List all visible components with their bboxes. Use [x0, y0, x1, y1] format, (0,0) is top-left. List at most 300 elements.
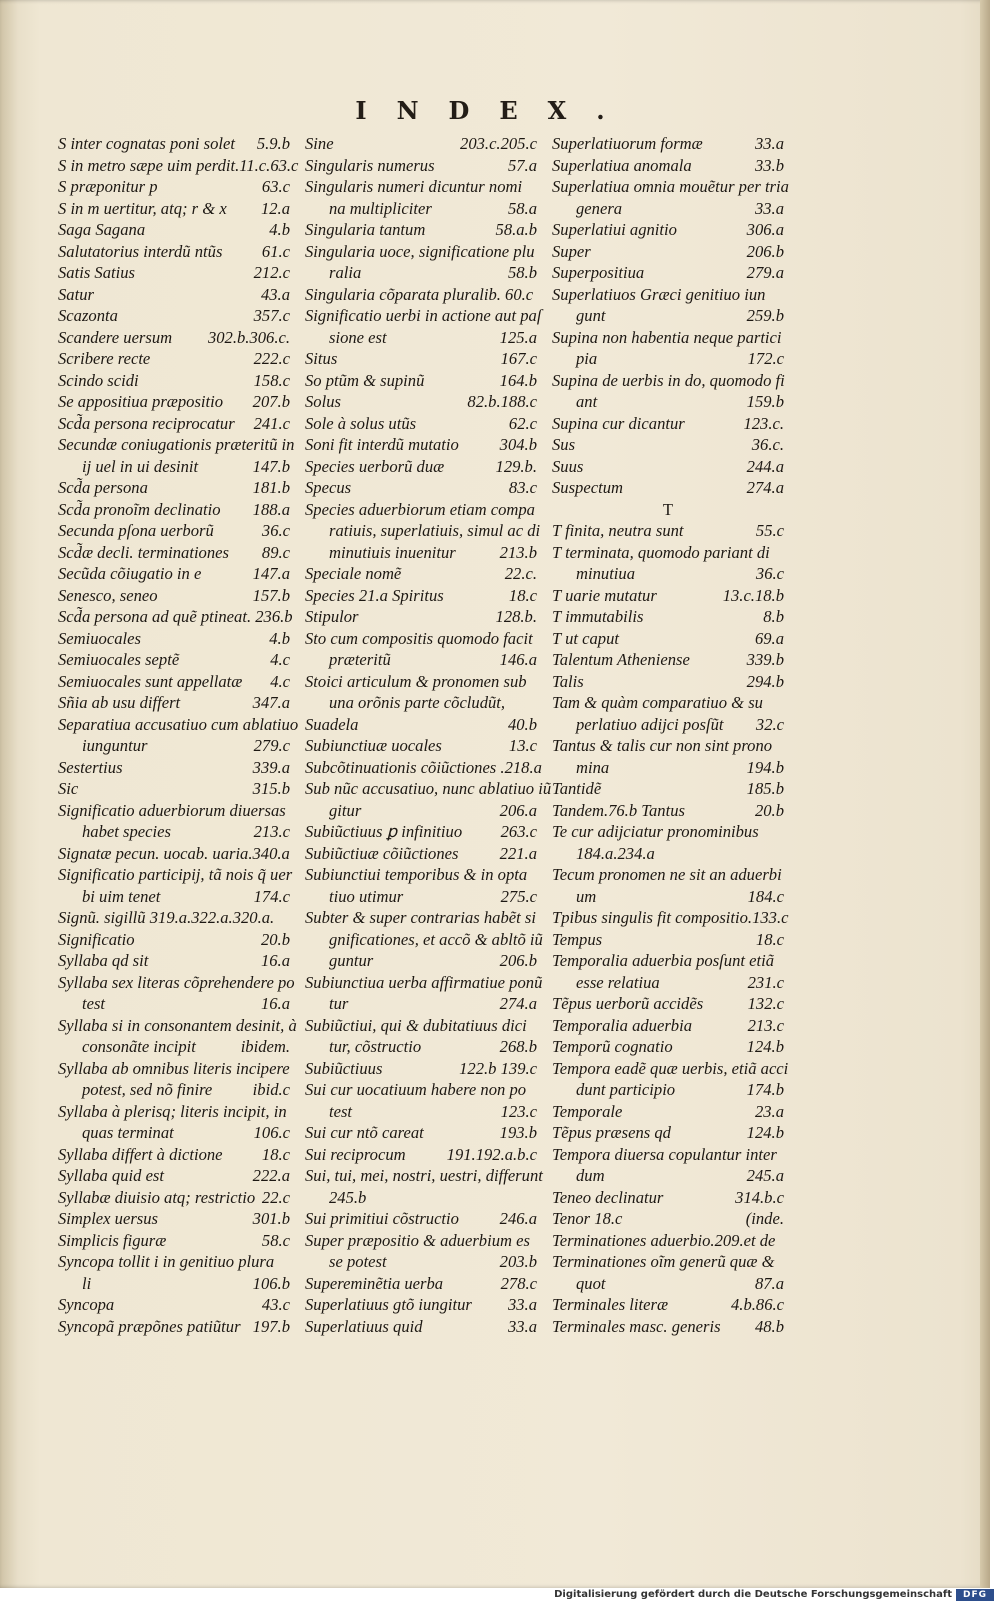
entry-reference: 33.a	[754, 198, 784, 218]
entry-reference: 213.c	[747, 1015, 784, 1035]
entry-reference: 167.c	[500, 349, 537, 368]
index-entry	[58, 1058, 290, 1080]
index-entry	[58, 907, 290, 929]
index-entry	[552, 628, 784, 650]
index-entry	[305, 1101, 537, 1123]
entry-term: Subter & super contrarias habẽt si	[305, 908, 536, 927]
index-entry	[305, 929, 543, 951]
entry-reference: 106.b	[252, 1273, 290, 1293]
entry-term: Syllabæ diuisio atq; restrictio	[58, 1187, 256, 1207]
entry-term: li	[82, 1273, 92, 1293]
index-entry	[305, 1208, 537, 1230]
index-entry	[58, 542, 290, 564]
index-entry	[58, 391, 290, 413]
entry-term: Singularia uoce, significatione plu	[305, 241, 535, 261]
entry-term: S inter cognatas poni solet	[58, 134, 235, 153]
entry-reference: 18.c	[755, 929, 784, 949]
index-entry	[58, 241, 290, 263]
entry-reference: 4.c	[270, 671, 290, 691]
entry-reference: 245.a	[746, 1166, 784, 1185]
entry-term: Sestertius	[58, 757, 123, 777]
index-entry	[305, 542, 537, 564]
entry-reference: 20.b	[754, 800, 784, 820]
entry-reference: 203.c.205.c	[460, 134, 537, 153]
index-entry	[305, 671, 537, 693]
entry-reference: 306.a	[746, 220, 784, 239]
entry-term: Subiunctiua uerba affirmatiue ponũ	[305, 972, 543, 992]
entry-reference: 33.a	[507, 1316, 537, 1336]
entry-term: Senesco, seneo	[58, 585, 158, 605]
index-entry	[58, 692, 290, 714]
entry-term: mina	[576, 757, 610, 777]
entry-term: Separatiua accusatiuo cum ablatiuo	[58, 714, 299, 734]
entry-term: Scd̃a persona ad quẽ ptineat. 236.b	[58, 607, 293, 626]
entry-term: Terminationes oĩm generũ quæ &	[552, 1252, 775, 1271]
entry-term: 184.a.234.a	[576, 843, 655, 863]
index-entry	[305, 563, 537, 585]
index-entry	[552, 1122, 784, 1144]
entry-term: Speciale nomẽ	[305, 564, 402, 583]
entry-term: Tandem.76.b Tantus	[552, 800, 685, 820]
index-entry	[305, 1036, 537, 1058]
entry-term: Stoici articulum & pronomen sub	[305, 671, 527, 691]
entry-reference: 36.c	[755, 564, 784, 583]
index-entry	[552, 1230, 784, 1252]
entry-reference: 231.c	[747, 972, 784, 992]
entry-term: Superlatiuos Græci genitiuo iun	[552, 284, 766, 304]
index-entry	[58, 370, 290, 392]
entry-term: perlatiuo adijci posſũt	[576, 714, 724, 734]
index-entry	[552, 757, 784, 779]
index-entry	[305, 284, 537, 306]
entry-reference: 278.c	[500, 1273, 537, 1293]
entry-reference: 347.a	[252, 693, 290, 712]
entry-reference: 16.a	[260, 994, 290, 1013]
entry-reference: 89.c	[261, 542, 290, 562]
index-entry	[552, 348, 784, 370]
index-entry	[305, 1294, 537, 1316]
entry-term: gunt	[576, 306, 606, 325]
index-entry	[58, 714, 299, 736]
index-entry	[305, 735, 537, 757]
index-entry	[552, 735, 784, 757]
index-entry	[58, 284, 290, 306]
entry-term: na multipliciter	[329, 198, 432, 218]
entry-reference: 63.c	[261, 177, 290, 196]
entry-term: um	[576, 886, 597, 906]
entry-term: T uarie mutatur	[552, 585, 657, 605]
entry-reference: 147.b	[252, 456, 290, 476]
entry-reference: 221.a	[499, 843, 537, 863]
index-entry	[58, 606, 293, 628]
index-entry	[552, 413, 784, 435]
entry-reference: 193.b	[499, 1123, 537, 1142]
entry-reference: 129.b.	[495, 456, 537, 476]
index-entry	[305, 198, 537, 220]
index-entry	[305, 1251, 537, 1273]
index-entry	[305, 241, 537, 263]
index-entry	[305, 1316, 537, 1338]
index-entry	[58, 821, 290, 843]
entry-reference: 61.c	[261, 241, 290, 261]
entry-term: Species uerborũ duæ	[305, 456, 445, 476]
index-entry	[305, 843, 537, 865]
index-entry	[305, 327, 537, 349]
index-entry	[552, 1165, 784, 1187]
entry-term: Satur	[58, 284, 94, 304]
entry-reference: 13.c.18.b	[722, 585, 784, 605]
index-entry	[305, 1058, 537, 1080]
entry-term: Subiũctiui, qui & dubitatiuus dici	[305, 1015, 527, 1035]
entry-reference: 125.a	[499, 327, 537, 347]
entry-term: Subiũctiuus ꝑ infinitiuo	[305, 822, 463, 841]
entry-term: Tempus	[552, 929, 603, 949]
entry-reference: 82.b.188.c	[467, 392, 537, 411]
entry-term: gitur	[329, 800, 362, 820]
entry-term: guntur	[329, 951, 374, 970]
entry-reference: 279.a	[746, 263, 784, 282]
entry-term: iunguntur	[82, 736, 148, 755]
index-entry	[305, 993, 537, 1015]
index-entry	[58, 348, 290, 370]
index-entry	[58, 499, 290, 521]
entry-reference: 123.c	[500, 1101, 537, 1121]
index-entry	[58, 585, 290, 607]
entry-reference: 213.b	[499, 542, 537, 562]
index-entry	[58, 993, 290, 1015]
entry-term: Temporũ cognatio	[552, 1037, 673, 1056]
entry-term: se potest	[329, 1252, 387, 1271]
index-entry	[58, 778, 290, 800]
index-entry	[305, 1144, 537, 1166]
entry-reference: 18.c	[261, 1144, 290, 1164]
entry-reference: 58.a.b	[495, 220, 537, 239]
index-entry	[552, 1294, 784, 1316]
entry-reference: 222.c	[253, 349, 290, 368]
entry-term: quot	[576, 1273, 606, 1293]
entry-term: Signũ. sigillũ 319.a.322.a.320.a.	[58, 908, 275, 927]
index-entry	[58, 1294, 290, 1316]
index-entry	[58, 520, 290, 542]
entry-term: Sic	[58, 779, 79, 798]
entry-reference: 263.c	[500, 822, 537, 841]
entry-term: test	[82, 994, 106, 1013]
entry-term: Superlatiuorum formæ	[552, 134, 703, 153]
entry-term: Syllaba à plerisq; literis incipit, in	[58, 1101, 287, 1121]
entry-reference: 314.b.c	[735, 1187, 784, 1207]
index-entry	[552, 907, 789, 929]
entry-term: T immutabilis	[552, 607, 644, 626]
index-entry	[552, 542, 784, 564]
index-entry	[305, 133, 537, 155]
entry-term: Secundæ coniugationis præteritũ in	[58, 435, 295, 454]
entry-term: Tempora eadẽ quæ uerbis, etiã acci	[552, 1058, 789, 1078]
entry-reference: 203.b	[499, 1252, 537, 1271]
entry-term: ralia	[329, 263, 362, 282]
entry-term: Tempora diuersa copulantur inter	[552, 1144, 777, 1164]
entry-term: T	[662, 499, 674, 519]
entry-term: Terminales literæ	[552, 1295, 669, 1314]
entry-term: dunt participio	[576, 1080, 676, 1099]
entry-term: Super præpositio & aduerbium es	[305, 1230, 530, 1250]
index-entry	[552, 800, 784, 822]
entry-term: Scribere recte	[58, 349, 151, 368]
index-entry	[552, 477, 784, 499]
entry-reference: 4.b.86.c	[731, 1295, 784, 1314]
entry-reference: 357.c	[253, 306, 290, 325]
entry-reference: 339.b	[746, 650, 784, 669]
entry-term: Sui cur ntõ careat	[305, 1123, 424, 1142]
entry-term: Syllaba sex literas cõprehendere po	[58, 972, 295, 992]
index-entry	[58, 929, 290, 951]
entry-reference: 48.b	[754, 1316, 784, 1336]
entry-term: Superlatiuus gtõ iungitur	[305, 1295, 472, 1314]
funding-credit: Digitalisierung gefördert durch die Deutsche Forschungsgemeinschaft	[554, 1589, 952, 1600]
entry-term: Tẽpus præsens qd	[552, 1123, 671, 1142]
index-column-2	[305, 133, 552, 1337]
index-entry	[58, 1036, 290, 1058]
entry-reference: 207.b	[252, 392, 290, 411]
entry-term: Scandere uersum	[58, 327, 173, 347]
entry-term: Supina cur dicantur	[552, 413, 685, 433]
entry-term: Sui cur uocatiuum habere non po	[305, 1080, 527, 1099]
index-entry	[552, 155, 784, 177]
entry-term: Significatio aduerbiorum diuersas	[58, 800, 286, 820]
entry-term: Temporale	[552, 1101, 623, 1121]
entry-term: Sole à solus utũs	[305, 413, 417, 433]
index-entry	[552, 391, 784, 413]
index-entry	[305, 413, 537, 435]
entry-reference: 8.b	[763, 607, 784, 626]
entry-term: tiuo utimur	[329, 886, 404, 906]
index-entry	[305, 800, 537, 822]
index-entry	[552, 1058, 789, 1080]
entry-term: Talis	[552, 671, 584, 691]
entry-term: Semiuocales	[58, 628, 141, 648]
entry-reference: 194.b	[746, 757, 784, 777]
index-entry	[305, 972, 543, 994]
index-entry	[305, 262, 537, 284]
entry-term: pia	[576, 349, 598, 368]
entry-term: Tẽpus uerborũ accidẽs	[552, 994, 704, 1013]
entry-term: Subiũctiuus	[305, 1058, 383, 1078]
index-entry	[305, 348, 537, 370]
entry-term: Syllaba ab omnibus literis incipere	[58, 1058, 290, 1078]
index-entry	[305, 1230, 537, 1252]
index-entry	[58, 864, 293, 886]
entry-term: Scazonta	[58, 306, 118, 325]
index-entry	[305, 606, 537, 628]
entry-reference: 244.a	[746, 456, 784, 476]
entry-reference: 122.b 139.c	[459, 1058, 537, 1078]
entry-term: Syllaba si in consonantem desinit, à	[58, 1015, 297, 1035]
index-entry	[552, 1251, 784, 1273]
index-entry	[58, 757, 290, 779]
entry-term: Scd̃æ decli. terminationes	[58, 542, 229, 562]
entry-reference: 87.a	[754, 1273, 784, 1293]
entry-reference: 302.b.306.c.	[207, 327, 290, 347]
index-entry	[305, 219, 537, 241]
entry-term: Subiunctiuæ uocales	[305, 736, 442, 755]
entry-reference: 159.b	[746, 392, 784, 411]
entry-reference: 33.b	[754, 155, 784, 175]
entry-term: bi uim tenet	[82, 886, 161, 906]
entry-reference: 222.a	[252, 1166, 290, 1185]
entry-term: sione est	[329, 327, 387, 347]
index-entry	[305, 477, 537, 499]
index-entry	[552, 305, 784, 327]
entry-reference: 4.b	[269, 628, 290, 648]
entry-term: Scd̃a pronoĩm declinatio	[58, 499, 221, 519]
index-entry	[58, 972, 295, 994]
index-entry	[58, 1230, 290, 1252]
index-entry	[552, 671, 784, 693]
index-entry	[552, 1208, 784, 1230]
entry-term: Singularis numerus	[305, 155, 435, 175]
entry-term: gnificationes, et accõ & abltõ iũ	[329, 929, 543, 949]
entry-term: Specus	[305, 478, 352, 497]
entry-reference: 128.b.	[495, 607, 537, 626]
entry-term: Significatio uerbi in actione aut paſ	[305, 306, 542, 325]
entry-term: Singularia tantum	[305, 220, 426, 239]
entry-term: Subiunctiui temporibus & in opta	[305, 865, 528, 884]
entry-reference: 55.c	[755, 521, 784, 540]
index-entry	[552, 649, 784, 671]
entry-term: Tam & quàm comparatiuo & su	[552, 693, 763, 712]
index-entry	[552, 585, 784, 607]
entry-term: Saga Sagana	[58, 220, 146, 239]
entry-term: Terminationes aduerbio.209.et de	[552, 1230, 776, 1250]
entry-term: Sui, tui, mei, nostri, uestri, differunt	[305, 1166, 543, 1185]
entry-reference: 206.a	[499, 800, 537, 820]
entry-reference: 213.c	[253, 822, 290, 841]
entry-reference: 259.b	[746, 306, 784, 325]
entry-reference: 12.a	[260, 198, 290, 218]
entry-term: ant	[576, 392, 598, 411]
index-entry	[552, 219, 784, 241]
entry-reference: 181.b	[252, 478, 290, 497]
entry-term: So ptũm & supinũ	[305, 370, 425, 390]
entry-term: ratiuis, superlatiuis, simul ac di	[329, 521, 541, 540]
entry-reference: 18.c	[508, 585, 537, 605]
index-entry	[58, 155, 299, 177]
entry-reference: 197.b	[252, 1316, 290, 1336]
index-entry	[58, 1251, 290, 1273]
entry-term: Simplex uersus	[58, 1209, 159, 1228]
entry-term: Signatæ pecun. uocab. uaria.340.a	[58, 843, 290, 863]
entry-term: Sus	[552, 435, 576, 454]
entry-reference: 301.b	[252, 1209, 290, 1228]
index-entry	[58, 843, 290, 865]
entry-term: Superlatiua omnia mouẽtur per tria	[552, 177, 789, 196]
index-entry	[305, 155, 537, 177]
entry-reference: 184.c	[747, 886, 784, 906]
entry-term: Singularis numeri dicuntur nomi	[305, 177, 523, 196]
index-entry	[305, 628, 537, 650]
entry-reference: 4.b	[269, 220, 290, 239]
entry-reference: 315.b	[252, 779, 290, 798]
index-entry	[552, 972, 784, 994]
index-entry	[552, 563, 784, 585]
index-entry	[305, 950, 537, 972]
index-entry	[58, 1165, 290, 1187]
entry-term: habet species	[82, 822, 171, 841]
index-entry	[552, 176, 789, 198]
entry-term: 245.b	[329, 1187, 367, 1207]
index-entry	[58, 1144, 290, 1166]
index-entry	[552, 327, 784, 349]
entry-term: Species 21.a Spiritus	[305, 585, 444, 605]
entry-term: Superlatiua anomala	[552, 155, 692, 175]
footer-bar	[0, 1588, 1000, 1603]
index-entry	[305, 864, 537, 886]
entry-term: Semiuocales sunt appellatæ	[58, 671, 243, 691]
entry-term: Soni fit interdũ mutatio	[305, 435, 459, 454]
index-entry	[58, 1079, 290, 1101]
entry-reference: 304.b	[499, 435, 537, 454]
entry-term: Syllaba quid est	[58, 1166, 165, 1185]
index-entry	[305, 176, 537, 198]
entry-reference: 20.b	[260, 929, 290, 949]
index-entry	[58, 305, 290, 327]
entry-term: Superpositiua	[552, 263, 645, 282]
entry-term: Subcõtinuationis cõiũctiones .218.a	[305, 757, 542, 777]
index-entry	[552, 886, 784, 908]
entry-reference: 132.c	[747, 994, 784, 1013]
index-entry	[305, 778, 552, 800]
index-entry	[305, 649, 537, 671]
entry-term: Solus	[305, 392, 341, 411]
entry-reference: 268.b	[499, 1037, 537, 1056]
index-entry	[552, 1079, 784, 1101]
entry-term: T finita, neutra sunt	[552, 521, 684, 540]
entry-term: esse relatiua	[576, 972, 660, 992]
entry-reference: 4.c	[270, 650, 290, 669]
index-entry	[552, 1144, 784, 1166]
entry-term: Sui reciprocum	[305, 1144, 406, 1164]
entry-reference: 191.192.a.b.c	[446, 1144, 537, 1164]
index-entry	[58, 176, 290, 198]
index-entry	[305, 305, 542, 327]
entry-term: Tenor 18.c	[552, 1209, 623, 1228]
entry-term: una orõnis parte cõcludũt,	[329, 693, 506, 712]
index-entry	[58, 1122, 290, 1144]
entry-reference: 274.a	[499, 994, 537, 1013]
index-entry	[552, 133, 784, 155]
entry-term: Suadela	[305, 714, 359, 734]
index-entry	[58, 628, 290, 650]
entry-reference: 58.c	[261, 1230, 290, 1250]
entry-term: S in m uertitur, atq; r & x	[58, 198, 227, 218]
entry-term: Syllaba qd sit	[58, 951, 149, 970]
index-entry	[58, 434, 295, 456]
index-entry	[58, 477, 290, 499]
index-entry	[58, 133, 290, 155]
entry-term: Sto cum compositis quomodo facit	[305, 628, 533, 648]
entry-term: Scindo scidi	[58, 370, 139, 390]
entry-reference: 246.a	[499, 1209, 537, 1228]
index-entry	[58, 671, 290, 693]
entry-term: Supina non habentia neque partici	[552, 327, 782, 347]
entry-term: Significatio	[58, 929, 135, 949]
index-entry	[58, 198, 290, 220]
index-entry	[58, 1101, 290, 1123]
entry-reference: (inde.	[745, 1209, 784, 1228]
entry-term: Secũda cõiugatio in e	[58, 564, 202, 583]
index-entry	[58, 1015, 297, 1037]
entry-reference: 158.c	[253, 370, 290, 390]
index-entry	[305, 434, 537, 456]
